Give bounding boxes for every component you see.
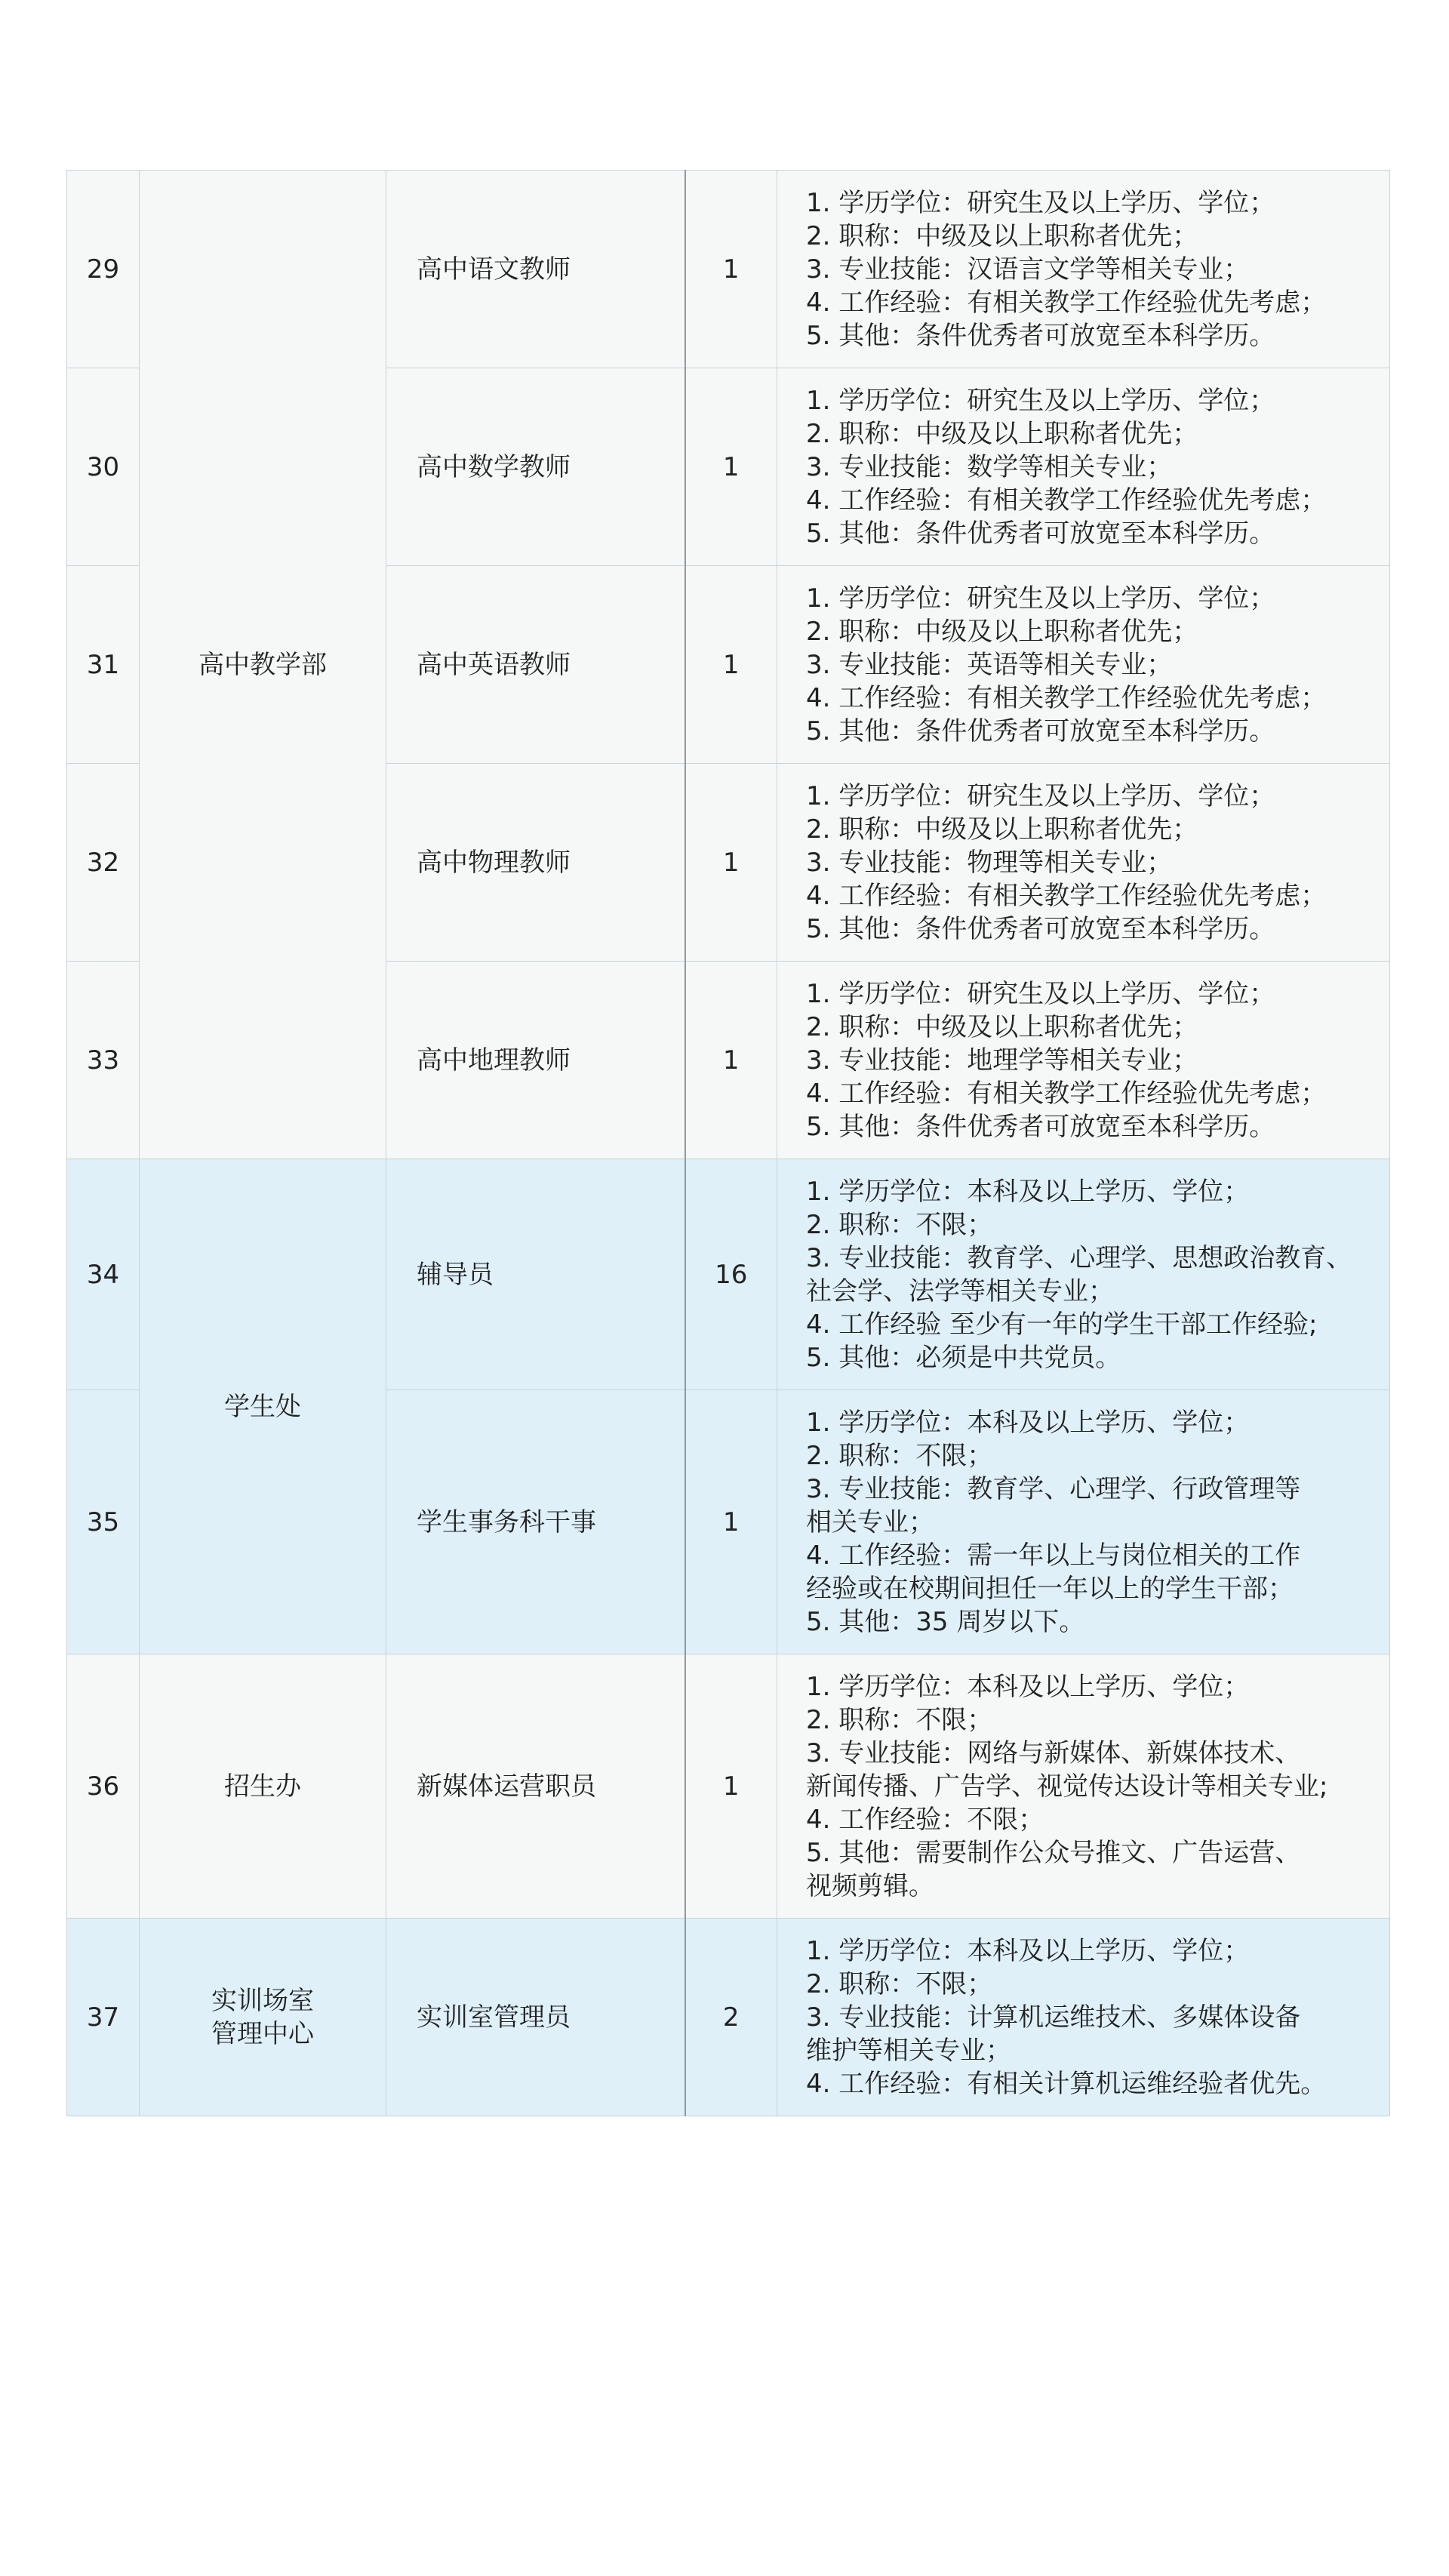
requirement-line: 5. 其他：必须是中共党员。: [806, 1342, 1121, 1373]
requirement-line: 2. 职称：中级及以上职称者优先；: [806, 616, 1198, 647]
requirement-line: 社会学、法学等相关专业；: [806, 1276, 1114, 1306]
requirement-line: 1. 学历学位：研究生及以上学历、学位；: [806, 978, 1275, 1009]
recruitment-table-wrapper: [66, 170, 1389, 2116]
requirement-line: 2. 职称：不限；: [806, 1209, 993, 1240]
headcount: 1: [685, 1654, 777, 1919]
department-label: 高中教学部: [198, 649, 327, 680]
requirement-line: 4. 工作经验 至少有一年的学生干部工作经验;: [806, 1309, 1318, 1340]
headcount: 16: [685, 1159, 777, 1390]
headcount: 1: [685, 1390, 777, 1654]
position-name: 实训室管理员: [386, 1919, 685, 2116]
headcount: 1: [685, 368, 777, 566]
requirement-line: 经验或在校期间担任一年以上的学生干部；: [806, 1573, 1294, 1604]
table-row: [67, 1919, 1390, 2116]
table-row: [67, 1654, 1390, 1919]
requirement-line: 4. 工作经验：有相关教学工作经验优先考虑；: [806, 287, 1327, 318]
requirement-line: 1. 学历学位：研究生及以上学历、学位；: [806, 780, 1275, 811]
requirements-cell: [777, 764, 1390, 962]
requirement-line: 2. 职称：中级及以上职称者优先；: [806, 814, 1198, 845]
requirement-line: 1. 学历学位：研究生及以上学历、学位；: [806, 385, 1275, 416]
row-number: 34: [67, 1159, 140, 1390]
row-number: 33: [67, 962, 140, 1159]
requirement-line: 新闻传播、广告学、视觉传达设计等相关专业;: [806, 1771, 1328, 1802]
department-label: 实训场室 管理中心: [211, 1985, 314, 2049]
department-cell: [140, 1654, 386, 1919]
headcount: 1: [685, 764, 777, 962]
requirement-line: 维护等相关专业；: [806, 2035, 1011, 2066]
row-number: 37: [67, 1919, 140, 2116]
position-name: 高中语文教师: [386, 171, 685, 368]
headcount: 1: [685, 962, 777, 1159]
headcount: 1: [685, 171, 777, 368]
requirement-line: 4. 工作经验：有相关教学工作经验优先考虑；: [806, 1078, 1327, 1109]
position-name: 高中地理教师: [386, 962, 685, 1159]
requirement-line: 2. 职称：中级及以上职称者优先；: [806, 418, 1198, 449]
table-row: [67, 171, 1390, 368]
requirement-line: 3. 专业技能：汉语言文学等相关专业；: [806, 254, 1250, 285]
position-name: 新媒体运营职员: [386, 1654, 685, 1919]
requirement-line: 3. 专业技能：物理等相关专业；: [806, 847, 1173, 878]
requirement-line: 3. 专业技能：教育学、心理学、行政管理等: [806, 1473, 1301, 1504]
requirement-line: 2. 职称：不限；: [806, 1968, 993, 1999]
row-number: 29: [67, 171, 140, 368]
requirement-line: 1. 学历学位：本科及以上学历、学位；: [806, 1407, 1250, 1438]
row-number: 35: [67, 1390, 140, 1654]
table-row: [67, 1159, 1390, 1390]
requirement-line: 4. 工作经验：有相关计算机运维经验者优先。: [806, 2068, 1327, 2099]
requirement-line: 5. 其他：条件优秀者可放宽至本科学历。: [806, 716, 1275, 746]
requirement-line: 2. 职称：中级及以上职称者优先；: [806, 220, 1198, 251]
department-label: 学生处: [224, 1391, 301, 1422]
row-number: 31: [67, 566, 140, 764]
requirements-cell: [777, 962, 1390, 1159]
requirement-line: 4. 工作经验：有相关教学工作经验优先考虑；: [806, 880, 1327, 911]
headcount: 1: [685, 566, 777, 764]
requirement-line: 3. 专业技能：教育学、心理学、思想政治教育、: [806, 1242, 1352, 1273]
requirements-cell: [777, 1654, 1390, 1919]
requirement-line: 5. 其他：条件优秀者可放宽至本科学历。: [806, 518, 1275, 549]
requirement-line: 3. 专业技能：数学等相关专业；: [806, 451, 1173, 482]
requirement-line: 1. 学历学位：本科及以上学历、学位；: [806, 1671, 1250, 1702]
requirement-line: 3. 专业技能：英语等相关专业；: [806, 649, 1173, 680]
department-cell: [140, 1919, 386, 2116]
department-cell: [140, 1159, 386, 1654]
requirements-cell: [777, 1390, 1390, 1654]
requirement-line: 4. 工作经验：不限；: [806, 1804, 1044, 1835]
requirement-line: 5. 其他：35 周岁以下。: [806, 1606, 1085, 1637]
requirements-cell: [777, 368, 1390, 566]
requirement-line: 3. 专业技能：计算机运维技术、多媒体设备: [806, 2002, 1301, 2033]
requirement-line: 3. 专业技能：网络与新媒体、新媒体技术、: [806, 1737, 1301, 1768]
requirements-cell: [777, 566, 1390, 764]
requirement-line: 2. 职称：不限；: [806, 1704, 993, 1735]
requirement-line: 5. 其他：需要制作公众号推文、广告运营、: [806, 1837, 1301, 1868]
requirement-line: 1. 学历学位：研究生及以上学历、学位；: [806, 187, 1275, 218]
requirement-line: 1. 学历学位：本科及以上学历、学位；: [806, 1935, 1250, 1966]
requirement-line: 3. 专业技能：地理学等相关专业；: [806, 1045, 1198, 1076]
position-name: 高中物理教师: [386, 764, 685, 962]
requirement-line: 5. 其他：条件优秀者可放宽至本科学历。: [806, 1111, 1275, 1142]
requirements-cell: [777, 1159, 1390, 1390]
requirement-line: 2. 职称：中级及以上职称者优先；: [806, 1011, 1198, 1042]
department-cell: [140, 171, 386, 1159]
row-number: 30: [67, 368, 140, 566]
row-number: 32: [67, 764, 140, 962]
requirement-line: 1. 学历学位：研究生及以上学历、学位；: [806, 583, 1275, 614]
position-name: 高中数学教师: [386, 368, 685, 566]
headcount: 2: [685, 1919, 777, 2116]
requirements-cell: [777, 1919, 1390, 2116]
recruitment-table: [66, 170, 1390, 2116]
requirement-line: 视频剪辑。: [806, 1870, 934, 1901]
requirement-line: 5. 其他：条件优秀者可放宽至本科学历。: [806, 913, 1275, 944]
requirement-line: 4. 工作经验：有相关教学工作经验优先考虑；: [806, 682, 1327, 713]
row-number: 36: [67, 1654, 140, 1919]
position-name: 高中英语教师: [386, 566, 685, 764]
requirement-line: 1. 学历学位：本科及以上学历、学位；: [806, 1176, 1250, 1207]
requirement-line: 相关专业；: [806, 1507, 934, 1537]
position-name: 辅导员: [386, 1159, 685, 1390]
requirement-line: 4. 工作经验：有相关教学工作经验优先考虑；: [806, 485, 1327, 516]
requirement-line: 4. 工作经验：需一年以上与岗位相关的工作: [806, 1540, 1301, 1571]
position-name: 学生事务科干事: [386, 1390, 685, 1654]
requirement-line: 5. 其他：条件优秀者可放宽至本科学历。: [806, 320, 1275, 351]
requirements-cell: [777, 171, 1390, 368]
department-label: 招生办: [224, 1771, 301, 1802]
requirement-line: 2. 职称：不限；: [806, 1440, 993, 1471]
